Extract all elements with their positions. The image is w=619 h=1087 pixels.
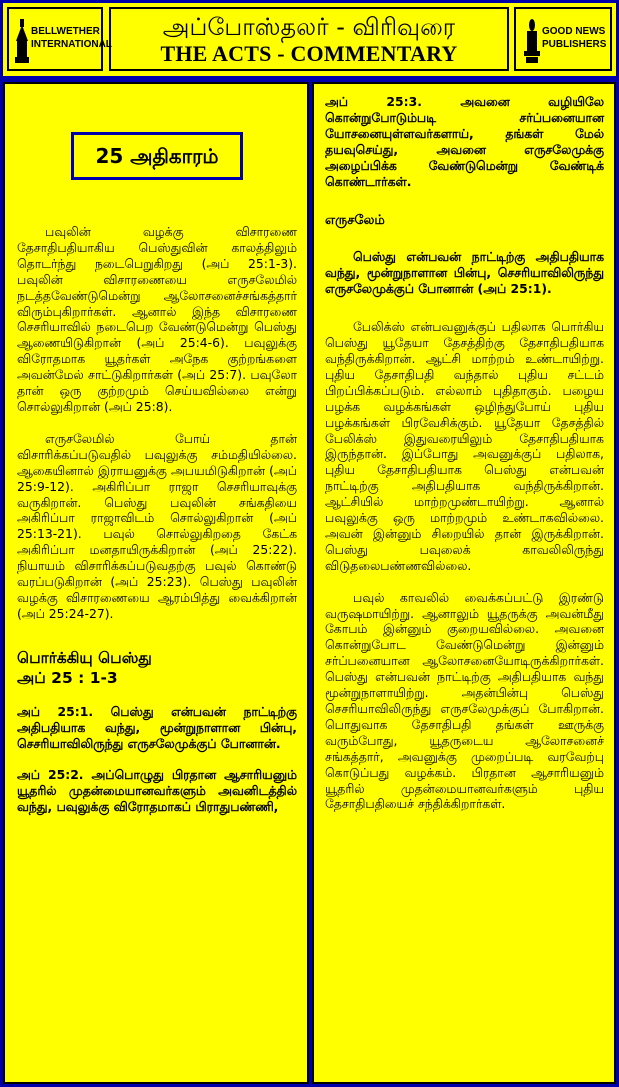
logo-left-line1: BELLWETHER xyxy=(31,26,100,37)
section-reference: அப் 25 : 1-3 xyxy=(17,668,118,687)
section-title: பொர்க்கியு பெஸ்து xyxy=(17,648,152,667)
place-heading: எருசலேம் xyxy=(325,213,385,229)
intro-paragraph-1: பவுலின் வழக்கு விசாரணை தேசாதிபதியாகிய பெஸ்துவின் காலத்திலும் தொடர்ந்து நடைபெறுகிறது (அப் 25:1-3). பவுலின் விசாரணையை எருசலேமில் நடத்தவேண்டுமென்று ஆலோசனைச்சங்கத்தார் விரும்புகிறார்கள். ஆனால் இந்த விசாரணை செசரியாவில் நடைபெற வேண்டுமென்று பெஸ்து ஆணையிடுகிறான் (அப் 25:4-6). பவுலுக்கு விரோதமாக யூதர்கள் அநேக குற்றங்களை அவன்மேல் சாட்டுகிறார்கள் (அப் 25:7). பவுலோ தான் ஒரு குற்றமும் செய்யவில்லை என்று சொல்லுகிறான் (அப் 25:8). xyxy=(17,224,297,414)
title-box xyxy=(109,7,509,71)
page-title-tamil: அப்போஸ்தலர் - விரிவுரை xyxy=(162,13,456,41)
page-title-english: THE ACTS - COMMENTARY xyxy=(160,41,458,66)
logo-right-line1: GOOD NEWS xyxy=(542,26,606,37)
verse-quote: பெஸ்து என்பவன் நாட்டிற்கு அதிபதியாக வந்து, மூன்றுநாளான பின்பு, செசரியாவிலிருந்து எருசலேமுக்குப் போனான் (அப் 25:1). xyxy=(325,249,604,297)
logo-left-line2: INTERNATIONAL xyxy=(31,39,112,50)
bellwether-logo xyxy=(7,7,112,71)
commentary-paragraph-1: பேலிக்ஸ் என்பவனுக்குப் பதிலாக பொர்கிய பெஸ்து யூதேயா தேசத்திற்கு தேசாதிபதியாக வந்திருக்கிறான். ஆட்சி மாற்றம் உண்டாயிற்று. புதிய தேசாதிபதி வந்தால் புதிய சட்டம் பிறப்பிக்கப்படும். எல்லாம் புதிதாகும். பழைய பழக்க வழக்கங்கள் ஒழிந்துபோய் புதிய பழக்கங்கள் பிரவேசிக்கும். யூதேயா தேசத்தில் பேலிக்ஸ் இதுவரையிலும் தேசாதிபதியாக இருந்தான். இப்போது அவனுக்குப் பதிலாக, புதிய தேசாதிபதியாக பெஸ்து என்பவன் நாட்டிற்கு அதிபதியாக வந்திருக்கிறான். ஆட்சியில் மாற்றமுண்டாயிற்று. ஆனால் பவுலுக்கு ஒரு மாற்றமும் உண்டாகவில்லை. அவன் இன்னும் சிறையில் தான் இருக்கிறான். பெஸ்து பவுலைக் காவலிலிருந்து விடுதலைபண்ணவில்லை. xyxy=(325,319,604,573)
commentary-paragraph-2: பவுல் காவலில் வைக்கப்பட்டு இரண்டு வருஷமாயிற்று. ஆனாலும் யூதருக்கு அவன்மீது கோபம் இன்னும் குறையவில்லை. அவனை கொன்றுபோட வேண்டுமென்று இன்னும் சர்ப்பனையான ஆலோசனையோடிருக்கிறார்கள். பெஸ்து என்பவன் நாட்டிற்கு அதிபதியாக வந்து மூன்றுநாளாயிற்று. அதன்பின்பு பெஸ்து செசரியாவிலிருந்து எருசலேமுக்குப் போகிறான். பொதுவாக தேசாதிபதி தங்கள் ஊருக்கு வரும்போது, யூதருடைய ஆலோசனைச் சங்கத்தார், அவனுக்கு முறைப்படி வரவேற்பு கொடுப்பது வழக்கம். பிரதான ஆசாரியனும் யூதரில் முதன்மையானவர்களும் புதிய தேசாதிபதியைச் சந்திக்கிறார்கள். xyxy=(325,589,604,812)
verse-25-1: அப் 25:1. பெஸ்து என்பவன் நாட்டிற்கு அதிபதியாக வந்து, மூன்றுநாளான பின்பு, செசரியாவிலிருந்து எருசலேமுக்குப் போனான். xyxy=(17,703,297,751)
intro-paragraph-2: எருசலேமில் போய் தான் விசாரிக்கப்படுவதில் பவுலுக்கு சம்மதியில்லை. ஆகையினால் இராயனுக்கு அபயமிடுகிறான் (அப் 25:9-12). அகிரிப்பா ராஜா செசரியாவுக்கு வருகிறான். பெஸ்து பவுலின் சங்கதியை அகிரிப்பா ராஜாவிடம் சொல்லுகிறான் (அப் 25:13-21). பவுல் சொல்லுகிறதை கேட்க அகிரிப்பா மனதாயிருக்கிறான் (அப் 25:22). நியாயம் விசாரிக்கப்படுவதற்கு பவுல் கொண்டு வரப்படுகிறான் (அப் 25:23). பெஸ்து பவுலின் வழக்கு விசாரணையை ஆரம்பித்து வைக்கிறான் (அப் 25:24-27). xyxy=(17,430,297,621)
verse-25-2: அப் 25:2. அப்பொழுது பிரதான ஆசாரியனும் யூதரில் முதன்மையானவர்களும் அவனிடத்தில் வந்து, பவுலுக்கு விரோதமாகப் பிராதுபண்ணி, xyxy=(17,767,297,815)
right-column xyxy=(312,82,616,1084)
left-column xyxy=(3,82,309,1084)
good-news-logo xyxy=(514,7,612,71)
logo-right-line2: PUBLISHERS xyxy=(542,39,607,50)
bellwether-mark-icon xyxy=(15,19,29,63)
verse-25-3: அப் 25:3. அவனை வழியிலே கொன்றுபோடும்படி சர்ப்பனையான யோசனையுள்ளவர்களாய், தங்கள் மேல் தயவுசெய்து, அவனை எருசலேமுக்கு அழைப்பிக்க வேண்டுமென்று வேண்டிக் கொண்டார்கள். xyxy=(325,94,604,189)
chapter-heading: 25 அதிகாரம் xyxy=(71,132,243,180)
lamp-icon xyxy=(524,19,540,63)
header-bar xyxy=(3,3,616,76)
